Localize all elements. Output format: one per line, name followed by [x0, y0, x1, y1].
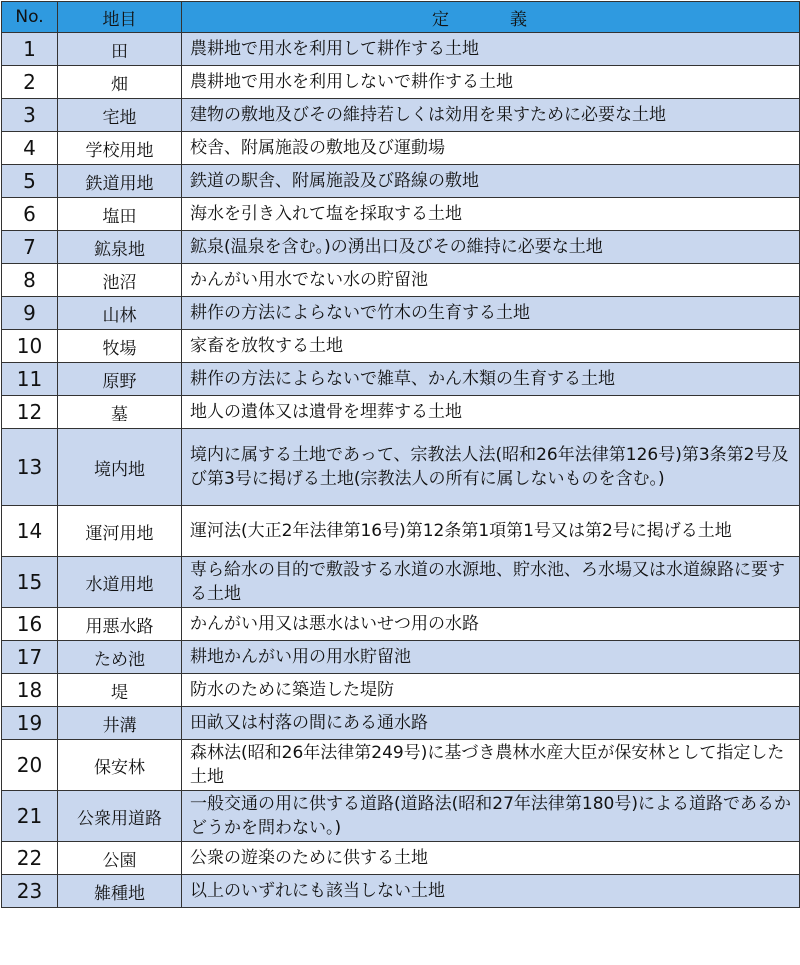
- row-category: 墓: [58, 396, 182, 429]
- row-number: 21: [2, 791, 58, 842]
- row-category: 畑: [58, 66, 182, 99]
- table-row: [2, 363, 800, 396]
- table-row: [2, 842, 800, 875]
- row-number: 19: [2, 707, 58, 740]
- row-category: 池沼: [58, 264, 182, 297]
- row-number: 3: [2, 99, 58, 132]
- table-row: [2, 506, 800, 557]
- row-definition: 農耕地で用水を利用して耕作する土地: [182, 33, 800, 66]
- row-definition: 鉄道の駅舎、附属施設及び路線の敷地: [182, 165, 800, 198]
- row-definition: 鉱泉(温泉を含む。)の湧出口及びその維持に必要な土地: [182, 231, 800, 264]
- row-category: 用悪水路: [58, 608, 182, 641]
- row-category: 公衆用道路: [58, 791, 182, 842]
- row-category: 牧場: [58, 330, 182, 363]
- table-row: [2, 198, 800, 231]
- row-definition: 家畜を放牧する土地: [182, 330, 800, 363]
- row-number: 1: [2, 33, 58, 66]
- row-category: 田: [58, 33, 182, 66]
- row-number: 17: [2, 641, 58, 674]
- row-number: 7: [2, 231, 58, 264]
- table-row: [2, 297, 800, 330]
- row-category: 学校用地: [58, 132, 182, 165]
- row-category: 運河用地: [58, 506, 182, 557]
- header-definition: 定 義: [182, 2, 800, 33]
- row-number: 20: [2, 740, 58, 791]
- table-row: [2, 608, 800, 641]
- row-category: ため池: [58, 641, 182, 674]
- table-row: [2, 132, 800, 165]
- table-row: [2, 740, 800, 791]
- row-number: 4: [2, 132, 58, 165]
- row-number: 9: [2, 297, 58, 330]
- row-number: 22: [2, 842, 58, 875]
- row-category: 雑種地: [58, 875, 182, 908]
- row-category: 宅地: [58, 99, 182, 132]
- row-category: 鉄道用地: [58, 165, 182, 198]
- row-category: 水道用地: [58, 557, 182, 608]
- row-definition: かんがい用水でない水の貯留池: [182, 264, 800, 297]
- row-category: 鉱泉地: [58, 231, 182, 264]
- land-category-table: [1, 1, 800, 908]
- row-number: 18: [2, 674, 58, 707]
- table-row: [2, 674, 800, 707]
- table-row: [2, 429, 800, 506]
- row-number: 11: [2, 363, 58, 396]
- header-no: No.: [2, 2, 58, 33]
- row-definition: 建物の敷地及びその維持若しくは効用を果すために必要な土地: [182, 99, 800, 132]
- table-row: [2, 264, 800, 297]
- row-number: 12: [2, 396, 58, 429]
- table-row: [2, 231, 800, 264]
- row-definition: 耕作の方法によらないで竹木の生育する土地: [182, 297, 800, 330]
- row-definition: 公衆の遊楽のために供する土地: [182, 842, 800, 875]
- row-definition: 地人の遺体又は遺骨を埋葬する土地: [182, 396, 800, 429]
- row-number: 10: [2, 330, 58, 363]
- row-number: 2: [2, 66, 58, 99]
- row-number: 23: [2, 875, 58, 908]
- row-category: 原野: [58, 363, 182, 396]
- row-definition: 防水のために築造した堤防: [182, 674, 800, 707]
- row-category: 保安林: [58, 740, 182, 791]
- row-definition: 校舎、附属施設の敷地及び運動場: [182, 132, 800, 165]
- row-definition: 運河法(大正2年法律第16号)第12条第1項第1号又は第2号に掲げる土地: [182, 506, 800, 557]
- row-definition: 境内に属する土地であって、宗教法人法(昭和26年法律第126号)第3条第2号及び第3号に掲げる土地(宗教法人の所有に属しないものを含む。): [182, 429, 800, 506]
- table-row: [2, 396, 800, 429]
- header-category: 地目: [58, 2, 182, 33]
- table-row: [2, 875, 800, 908]
- row-category: 堤: [58, 674, 182, 707]
- table-row: [2, 641, 800, 674]
- row-number: 15: [2, 557, 58, 608]
- table-row: [2, 330, 800, 363]
- row-definition: 以上のいずれにも該当しない土地: [182, 875, 800, 908]
- row-number: 8: [2, 264, 58, 297]
- table-row: [2, 791, 800, 842]
- row-category: 塩田: [58, 198, 182, 231]
- table-row: [2, 33, 800, 66]
- row-number: 14: [2, 506, 58, 557]
- table-row: [2, 165, 800, 198]
- row-definition: 農耕地で用水を利用しないで耕作する土地: [182, 66, 800, 99]
- row-number: 16: [2, 608, 58, 641]
- row-definition: 一般交通の用に供する道路(道路法(昭和27年法律第180号)による道路であるかどうかを問わない。): [182, 791, 800, 842]
- row-definition: 森林法(昭和26年法律第249号)に基づき農林水産大臣が保安林として指定した土地: [182, 740, 800, 791]
- row-definition: 専ら給水の目的で敷設する水道の水源地、貯水池、ろ水場又は水道線路に要する土地: [182, 557, 800, 608]
- row-number: 13: [2, 429, 58, 506]
- row-definition: 耕作の方法によらないで雑草、かん木類の生育する土地: [182, 363, 800, 396]
- row-number: 5: [2, 165, 58, 198]
- table-row: [2, 707, 800, 740]
- header-row: [2, 2, 800, 33]
- row-category: 公園: [58, 842, 182, 875]
- row-definition: 海水を引き入れて塩を採取する土地: [182, 198, 800, 231]
- row-number: 6: [2, 198, 58, 231]
- row-definition: かんがい用又は悪水はいせつ用の水路: [182, 608, 800, 641]
- table-row: [2, 557, 800, 608]
- row-definition: 田畝又は村落の間にある通水路: [182, 707, 800, 740]
- table-row: [2, 66, 800, 99]
- table-row: [2, 99, 800, 132]
- row-category: 井溝: [58, 707, 182, 740]
- row-category: 山林: [58, 297, 182, 330]
- row-definition: 耕地かんがい用の用水貯留池: [182, 641, 800, 674]
- row-category: 境内地: [58, 429, 182, 506]
